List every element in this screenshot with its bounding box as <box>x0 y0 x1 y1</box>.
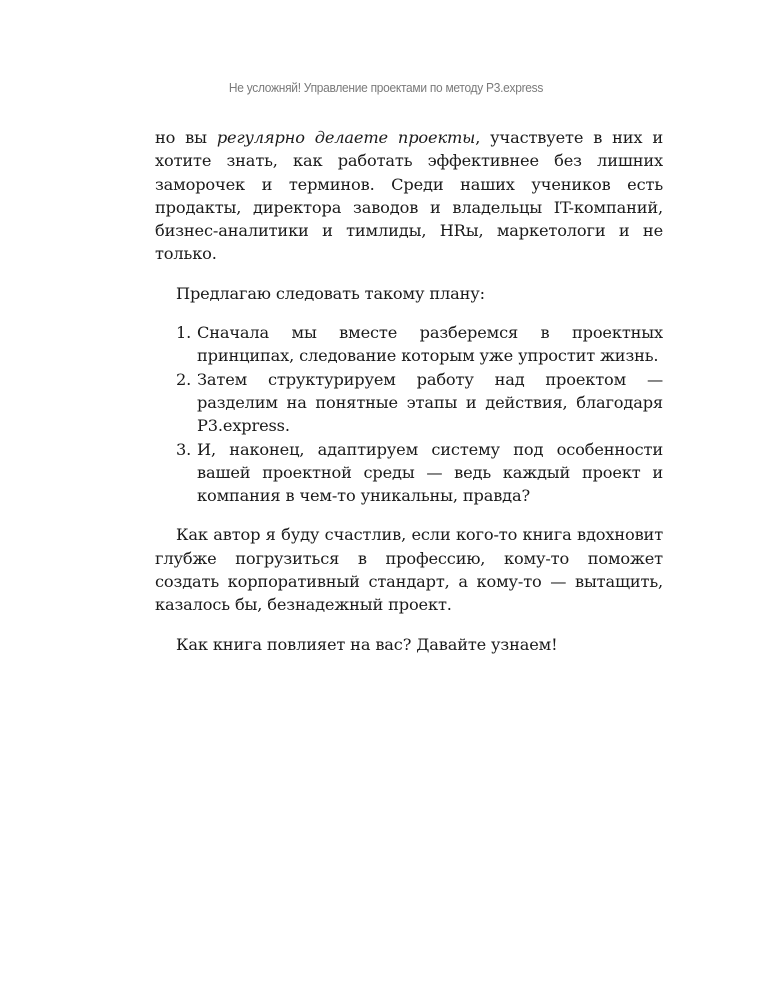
plan-item-text: Затем структурируем работу над проектом — разделим на понятные этапы и действия, благодаря P3.express. <box>197 369 663 436</box>
intro-emphasis: регулярно делаете проекты <box>216 128 476 147</box>
running-header: Не усложняй! Управление проектами по методу P3.express <box>228 80 544 95</box>
plan-item <box>155 438 663 508</box>
plan-item-number: 1. <box>176 323 192 343</box>
plan-item-text: И, наконец, адаптируем систему под особенности вашей проектной среды — ведь каждый проект и компания в чем-то уникальны, правда? <box>197 439 663 506</box>
intro-rest: , участвуете в них и хотите знать, как работать эффективнее без лишних заморочек и терминов. Среди наших учеников есть продакты, директора заводов и владельцы IT-компаний, бизнес-аналитики и тимлиды, HRы, маркетологи и не только. <box>155 128 663 264</box>
closing-paragraph: Как книга повлияет на вас? Давайте узнаем! <box>176 634 558 654</box>
plan-list <box>155 321 663 507</box>
plan-item <box>155 321 663 368</box>
plan-intro: Предлагаю следовать такому плану: <box>176 283 485 303</box>
plan-item-number: 2. <box>176 369 192 389</box>
plan-item-number: 3. <box>176 439 192 459</box>
author-paragraph: Как автор я буду счастлив, если кого-то книга вдохновит глубже погрузиться в профессию, кому-то поможет создать корпоративный стандарт, а кому-то — вытащить, казалось бы, безнадежный проект. <box>155 525 663 615</box>
intro-paragraph <box>155 126 663 266</box>
page-body <box>155 126 663 656</box>
intro-lead: но вы <box>155 128 217 147</box>
plan-item-text: Сначала мы вместе разберемся в проектных принципах, следование которым уже упростит жизнь. <box>197 323 663 366</box>
plan-item <box>155 368 663 438</box>
